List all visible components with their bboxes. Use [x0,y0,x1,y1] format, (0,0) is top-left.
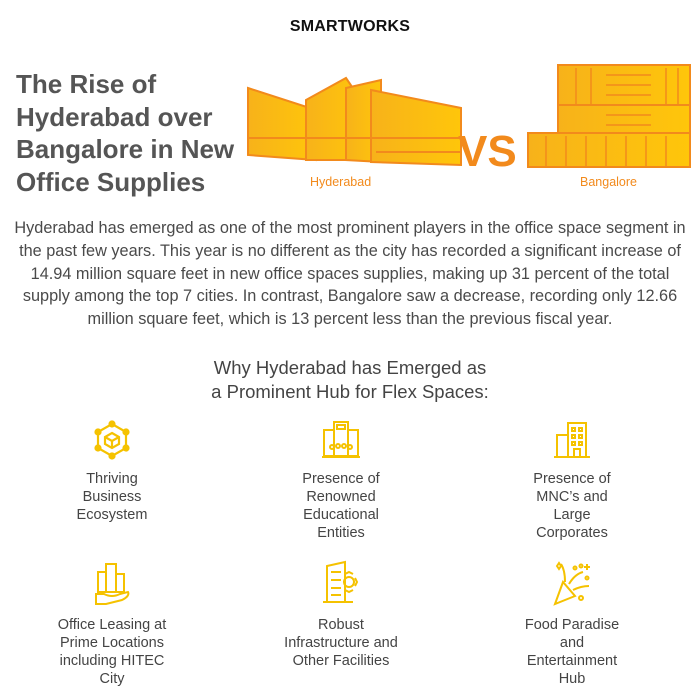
reason-label: Food Paradise and Entertainment Hub [524,617,620,687]
reason-label: Presence of MNC’s and Large Corporates [533,471,611,541]
intro-paragraph: Hyderabad has emerged as one of the most prominent players in the office space segment in the past few years. This year is no different as the city has recorded a significant increase of 14.94 million square feet in new office spaces supplies, making up 31 percent of the total supply among the top 7 cities. In contrast, Bangalore saw a decrease, recording only 12.66 million square feet, which is 13 percent less than the previous fiscal year. [14,219,686,329]
reason-label: Office Leasing at Prime Locations including HITEC City [57,617,167,687]
hyderabad-building [248,78,461,165]
page-title: The Rise of Hyderabad over Bangalore in New Office Supplies [16,69,235,197]
reason-item [482,420,662,542]
campus-icon [321,420,361,460]
reason-item [251,420,431,542]
reason-item [251,560,431,670]
reason-label: Thriving Business Ecosystem [76,471,148,523]
party-popper-icon [551,560,593,606]
reason-item [22,420,202,524]
hyderabad-vs-bangalore-illustration [246,60,692,172]
section-heading-line2: a Prominent Hub for Flex Spaces: [211,381,489,402]
building-gear-icon [321,560,361,606]
hyderabad-label: Hyderabad [310,175,372,189]
hand-building-icon [92,560,132,606]
office-building-icon [552,420,592,460]
section-heading [0,356,700,404]
reason-item [482,560,662,688]
section-heading-line1: Why Hyderabad has Emerged as [213,357,487,378]
reason-label: Robust Infrastructure and Other Facilities [284,617,398,669]
bangalore-building [528,65,690,167]
vs-text: VS [458,127,517,172]
reason-item [22,560,202,688]
bangalore-label: Bangalore [580,175,637,189]
reason-label: Presence of Renowned Educational Entities [302,471,380,541]
network-cube-icon [92,420,132,460]
brand-logo: SMARTWORKS [289,18,411,35]
